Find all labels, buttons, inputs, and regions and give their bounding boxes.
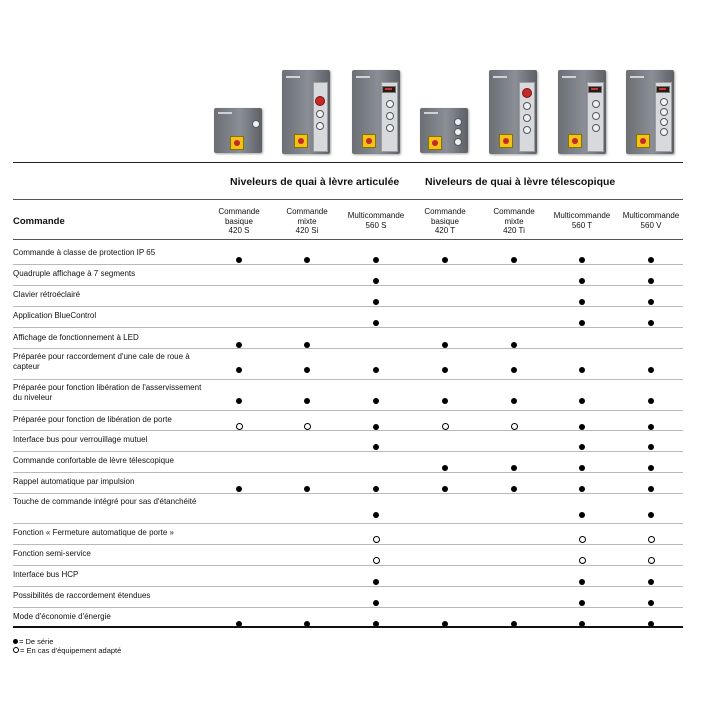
table-cell <box>205 530 273 540</box>
table-cell <box>617 271 685 281</box>
control-unit-560s-image <box>352 70 402 156</box>
hollow-circle-icon <box>648 557 655 564</box>
table-cell <box>548 417 616 427</box>
filled-dot-icon <box>579 398 585 404</box>
table-cell <box>411 271 479 281</box>
hollow-circle-icon <box>236 423 243 430</box>
feature-label: Clavier rétroéclairé <box>13 290 81 299</box>
table-cell <box>342 391 410 401</box>
table-cell <box>480 313 548 323</box>
row-divider <box>13 306 683 307</box>
filled-dot-icon <box>648 579 654 585</box>
table-cell <box>342 530 410 540</box>
filled-dot-icon <box>579 444 585 450</box>
table-cell <box>480 614 548 624</box>
filled-dot-icon <box>442 257 448 263</box>
hollow-circle-icon <box>373 557 380 564</box>
table-cell <box>548 479 616 489</box>
row-divider <box>13 410 683 411</box>
control-unit-420si-image <box>282 70 332 156</box>
row-divider <box>13 544 683 545</box>
bottom-rule <box>13 626 683 628</box>
hollow-circle-icon <box>304 423 311 430</box>
table-cell <box>342 614 410 624</box>
table-cell <box>205 250 273 260</box>
filled-dot-icon <box>442 465 448 471</box>
legend-optional: = En cas d'équipement adapté <box>13 646 121 655</box>
filled-dot-icon <box>236 367 242 373</box>
filled-dot-icon <box>648 398 654 404</box>
filled-dot-icon <box>442 367 448 373</box>
table-cell <box>205 593 273 603</box>
table-cell <box>205 614 273 624</box>
feature-label: Préparée pour fonction libération de l'asservissement du niveleur <box>13 383 202 402</box>
column-header-line: Multicommande <box>553 211 611 220</box>
feature-label: Quadruple affichage à 7 segments <box>13 269 136 278</box>
table-row <box>13 432 683 451</box>
filled-dot-icon <box>304 367 310 373</box>
table-cell <box>548 360 616 370</box>
legend-standard: = De série <box>13 637 121 646</box>
table-cell <box>273 271 341 281</box>
filled-dot-icon <box>373 600 379 606</box>
table-cell <box>548 437 616 447</box>
row-divider <box>13 493 683 494</box>
table-cell <box>617 572 685 582</box>
control-unit-420ti-image <box>489 70 539 156</box>
feature-label: Préparée pour raccordement d'une cale de roue à capteur <box>13 352 190 371</box>
table-cell <box>617 335 685 345</box>
feature-label: Mode d'économie d'énergie <box>13 612 111 621</box>
group-title-telescopic: Niveleurs de quai à lèvre télescopique <box>425 176 616 188</box>
table-cell <box>411 479 479 489</box>
table-row <box>13 546 683 565</box>
group-title-articulated: Niveleurs de quai à lèvre articulée <box>230 176 400 188</box>
row-divider <box>13 285 683 286</box>
header-rule <box>13 239 683 240</box>
filled-dot-icon <box>648 600 654 606</box>
filled-dot-icon <box>511 367 517 373</box>
table-cell <box>342 505 410 515</box>
feature-label: Commande confortable de lèvre télescopique <box>13 456 174 465</box>
filled-dot-icon <box>648 465 654 471</box>
table-cell <box>273 593 341 603</box>
table-cell <box>411 572 479 582</box>
filled-dot-icon <box>648 486 654 492</box>
column-header-line: Commande <box>424 207 466 216</box>
filled-dot-icon <box>648 512 654 518</box>
table-cell <box>411 250 479 260</box>
table-row <box>13 474 683 493</box>
feature-label: Application BlueControl <box>13 311 97 320</box>
table-cell <box>548 271 616 281</box>
table-cell <box>411 437 479 447</box>
filled-dot-icon <box>648 320 654 326</box>
filled-dot-icon <box>579 299 585 305</box>
control-unit-560v-image <box>626 70 676 156</box>
filled-dot-icon <box>648 444 654 450</box>
table-cell <box>548 572 616 582</box>
column-header-line: mixte <box>297 216 317 226</box>
filled-dot-icon <box>648 278 654 284</box>
filled-dot-icon <box>373 486 379 492</box>
feature-label: Fonction « Fermeture automatique de porte » <box>13 528 174 537</box>
table-cell <box>342 572 410 582</box>
table-cell <box>480 417 548 427</box>
table-cell <box>480 271 548 281</box>
column-header-line: 420 T <box>434 226 456 235</box>
column-header-line: Commande <box>218 207 260 216</box>
table-row <box>13 412 683 430</box>
table-cell <box>480 360 548 370</box>
control-unit-420t-image <box>420 108 470 154</box>
table-cell <box>411 614 479 624</box>
table-cell <box>205 360 273 370</box>
feature-label: Fonction semi-service <box>13 549 91 558</box>
table-cell <box>617 593 685 603</box>
table-cell <box>480 458 548 468</box>
table-cell <box>273 479 341 489</box>
table-cell <box>480 551 548 561</box>
table-cell <box>411 505 479 515</box>
table-cell <box>273 572 341 582</box>
table-cell <box>480 572 548 582</box>
feature-label: Possibilités de raccordement étendues <box>13 591 151 600</box>
table-cell <box>342 335 410 345</box>
table-cell <box>205 479 273 489</box>
table-cell <box>411 292 479 302</box>
filled-dot-icon <box>373 579 379 585</box>
table-cell <box>548 250 616 260</box>
table-cell <box>617 391 685 401</box>
table-cell <box>273 250 341 260</box>
filled-dot-icon <box>236 398 242 404</box>
table-cell <box>205 292 273 302</box>
filled-dot-icon <box>373 278 379 284</box>
filled-dot-icon <box>236 257 242 263</box>
column-header <box>205 207 273 236</box>
filled-dot-icon <box>579 486 585 492</box>
table-cell <box>548 313 616 323</box>
filled-dot-icon <box>236 486 242 492</box>
filled-dot-icon <box>648 299 654 305</box>
filled-dot-icon <box>579 465 585 471</box>
table-cell <box>548 505 616 515</box>
table-cell <box>548 458 616 468</box>
row-divider <box>13 379 683 380</box>
feature-label: Commande à classe de protection IP 65 <box>13 248 156 257</box>
table-cell <box>205 458 273 468</box>
filled-dot-icon <box>442 486 448 492</box>
row-divider <box>13 348 683 349</box>
table-cell <box>342 458 410 468</box>
filled-dot-icon <box>579 600 585 606</box>
control-unit-560t-image <box>558 70 608 156</box>
table-cell <box>273 335 341 345</box>
table-cell <box>205 335 273 345</box>
table-cell <box>342 437 410 447</box>
column-header-line: basique <box>224 216 254 226</box>
table-cell <box>480 250 548 260</box>
row-divider <box>13 607 683 608</box>
table-cell <box>617 505 685 515</box>
table-cell <box>480 335 548 345</box>
table-cell <box>480 479 548 489</box>
table-cell <box>205 505 273 515</box>
row-divider <box>13 586 683 587</box>
feature-label: Préparée pour fonction de libération de porte <box>13 415 172 424</box>
row-divider <box>13 327 683 328</box>
table-cell <box>273 437 341 447</box>
table-cell <box>205 313 273 323</box>
filled-dot-icon <box>511 257 517 263</box>
table-cell <box>411 313 479 323</box>
table-cell <box>480 530 548 540</box>
filled-dot-icon <box>373 398 379 404</box>
table-cell <box>480 391 548 401</box>
column-header-line: 560 V <box>640 220 662 230</box>
table-cell <box>273 417 341 427</box>
table-cell <box>617 530 685 540</box>
table-cell <box>411 593 479 603</box>
hollow-circle-icon <box>579 557 586 564</box>
column-header <box>411 207 479 236</box>
table-cell <box>342 250 410 260</box>
filled-dot-icon <box>579 579 585 585</box>
filled-dot-icon <box>511 486 517 492</box>
table-row <box>13 308 683 327</box>
column-header-line: 420 Si <box>295 226 319 235</box>
hollow-circle-icon <box>511 423 518 430</box>
filled-dot-icon <box>579 367 585 373</box>
table-cell <box>342 417 410 427</box>
table-cell <box>411 551 479 561</box>
table-cell <box>342 313 410 323</box>
filled-dot-icon <box>648 367 654 373</box>
table-cell <box>205 271 273 281</box>
filled-dot-icon <box>579 512 585 518</box>
table-row <box>13 567 683 586</box>
control-unit-420s-image <box>214 108 264 154</box>
table-cell <box>342 551 410 561</box>
feature-label: Rappel automatique par impulsion <box>13 477 135 486</box>
table-cell <box>273 505 341 515</box>
table-cell <box>480 292 548 302</box>
column-header-line: Multicommande <box>622 211 680 220</box>
column-header-line: basique <box>430 216 460 226</box>
row-divider <box>13 472 683 473</box>
hollow-circle-icon <box>579 536 586 543</box>
table-cell <box>548 391 616 401</box>
column-header-line: 420 Ti <box>503 226 525 235</box>
table-row <box>13 525 683 544</box>
column-header-line: mixte <box>504 216 524 226</box>
table-cell <box>617 313 685 323</box>
table-cell <box>617 437 685 447</box>
table-cell <box>273 458 341 468</box>
table-cell <box>548 593 616 603</box>
filled-dot-icon <box>579 278 585 284</box>
table-row <box>13 245 683 264</box>
table-cell <box>273 530 341 540</box>
table-cell <box>273 551 341 561</box>
table-cell <box>480 437 548 447</box>
table-row <box>13 495 683 523</box>
table-cell <box>205 437 273 447</box>
row-divider <box>13 523 683 524</box>
row-divider <box>13 264 683 265</box>
table-cell <box>273 391 341 401</box>
filled-dot-icon <box>304 398 310 404</box>
table-cell <box>548 292 616 302</box>
table-cell <box>205 417 273 427</box>
table-cell <box>273 292 341 302</box>
group-rule <box>13 199 683 200</box>
table-cell <box>548 614 616 624</box>
filled-dot-icon <box>373 257 379 263</box>
feature-label: Affichage de fonctionnement à LED <box>13 333 139 342</box>
table-cell <box>411 391 479 401</box>
filled-dot-icon <box>304 257 310 263</box>
table-cell <box>617 479 685 489</box>
hollow-circle-icon <box>442 423 449 430</box>
table-row <box>13 350 683 379</box>
table-cell <box>617 417 685 427</box>
row-divider <box>13 451 683 452</box>
table-cell <box>411 417 479 427</box>
table-cell <box>617 458 685 468</box>
table-row <box>13 330 683 348</box>
table-row <box>13 287 683 306</box>
table-cell <box>480 593 548 603</box>
filled-dot-icon <box>373 444 379 450</box>
column-header <box>548 211 616 230</box>
table-cell <box>480 505 548 515</box>
table-row <box>13 453 683 472</box>
feature-label: Interface bus pour verrouillage mutuel <box>13 435 148 444</box>
column-header-line: Commande <box>493 207 535 216</box>
filled-dot-icon <box>511 465 517 471</box>
table-cell <box>205 391 273 401</box>
table-row <box>13 381 683 410</box>
table-cell <box>411 458 479 468</box>
filled-dot-icon <box>304 486 310 492</box>
table-cell <box>548 551 616 561</box>
legend <box>13 637 121 655</box>
table-cell <box>342 479 410 489</box>
filled-dot-icon <box>579 257 585 263</box>
feature-label: Touche de commande intégré pour sas d'étanchéité <box>13 497 197 506</box>
filled-dot-icon <box>13 639 18 644</box>
table-cell <box>273 360 341 370</box>
column-header <box>342 211 410 230</box>
row-divider <box>13 430 683 431</box>
table-cell <box>411 530 479 540</box>
table-cell <box>617 614 685 624</box>
table-cell <box>548 335 616 345</box>
table-row <box>13 266 683 285</box>
table-cell <box>342 271 410 281</box>
table-cell <box>205 551 273 561</box>
filled-dot-icon <box>579 320 585 326</box>
filled-dot-icon <box>511 398 517 404</box>
table-row <box>13 588 683 607</box>
table-cell <box>342 292 410 302</box>
feature-label: Interface bus HCP <box>13 570 79 579</box>
table-cell <box>411 335 479 345</box>
table-cell <box>617 250 685 260</box>
filled-dot-icon <box>373 320 379 326</box>
table-cell <box>617 360 685 370</box>
product-photo-strip <box>0 0 720 160</box>
column-header-line: 420 S <box>228 226 250 235</box>
table-cell <box>342 360 410 370</box>
hollow-circle-icon <box>648 536 655 543</box>
column-header <box>617 211 685 230</box>
table-cell <box>342 593 410 603</box>
filled-dot-icon <box>373 367 379 373</box>
column-header-line: Multicommande <box>347 211 405 220</box>
filled-dot-icon <box>442 398 448 404</box>
table-cell <box>617 292 685 302</box>
top-rule <box>13 162 683 163</box>
column-header-line: Commande <box>286 207 328 216</box>
filled-dot-icon <box>648 257 654 263</box>
table-cell <box>205 572 273 582</box>
row-header-label: Commande <box>13 216 65 227</box>
hollow-circle-icon <box>373 536 380 543</box>
column-header <box>480 207 548 236</box>
table-cell <box>617 551 685 561</box>
row-divider <box>13 565 683 566</box>
table-cell <box>411 360 479 370</box>
column-header-line: 560 T <box>571 220 593 230</box>
column-header-line: 560 S <box>365 220 387 230</box>
table-row <box>13 609 683 626</box>
table-cell <box>273 313 341 323</box>
hollow-circle-icon <box>13 647 19 653</box>
table-cell <box>548 530 616 540</box>
filled-dot-icon <box>373 512 379 518</box>
table-cell <box>273 614 341 624</box>
filled-dot-icon <box>373 299 379 305</box>
column-header <box>273 207 341 236</box>
